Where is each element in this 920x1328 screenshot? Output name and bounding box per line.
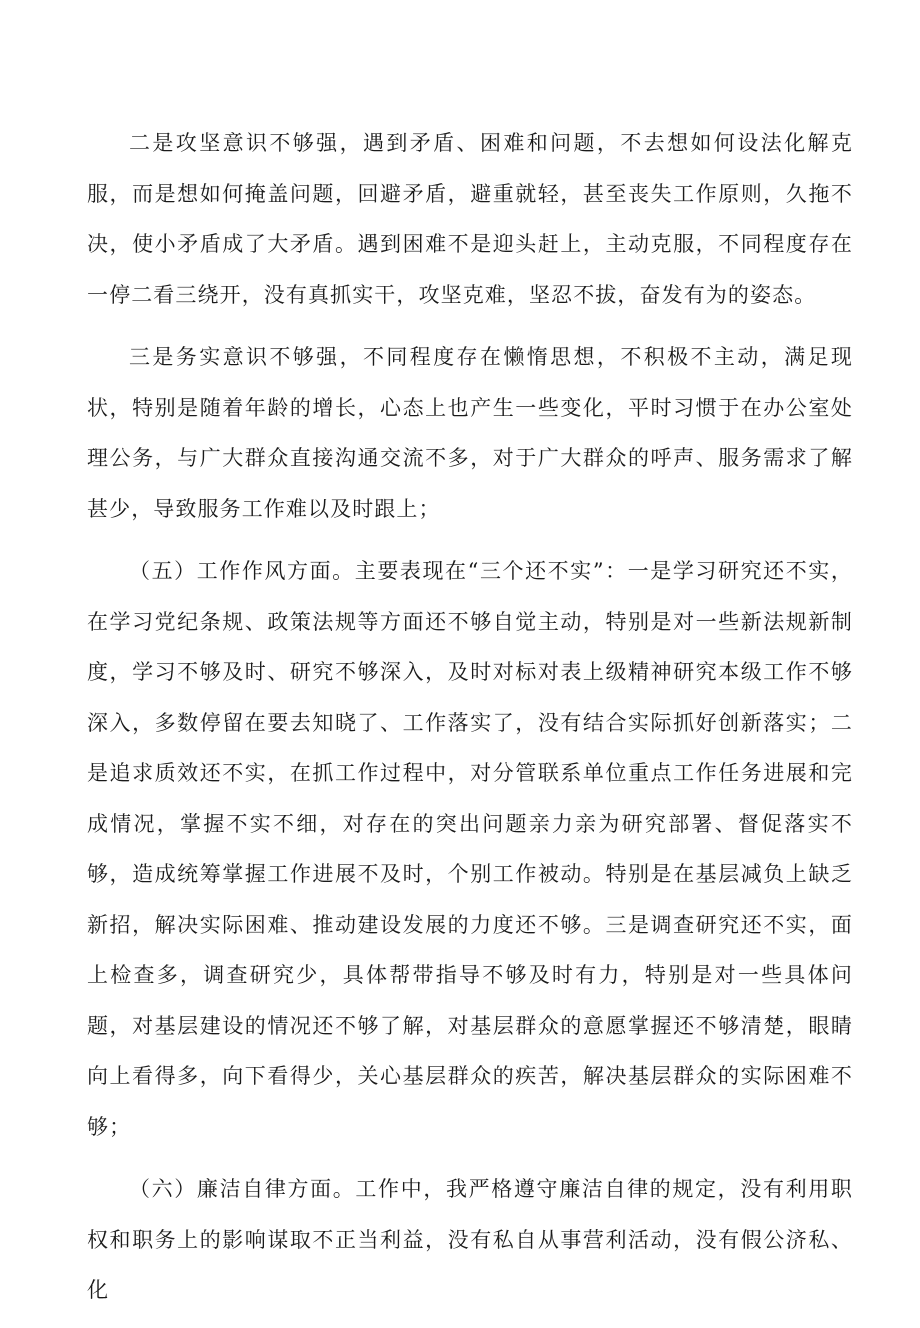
paragraph-attack-awareness: 二是攻坚意识不够强，遇到矛盾、困难和问题，不去想如何设法化解克服，而是想如何掩盖问题，回避矛盾，避重就轻，甚至丧失工作原则，久拖不决，使小矛盾成了大矛盾。遇到困难不是迎头赶上，主动克服，不同程度存在一停二看三绕开，没有真抓实干，攻坚克难，坚忍不拔，奋发有为的姿态。 — [87, 131, 853, 307]
paragraph-practical-awareness: 三是务实意识不够强，不同程度存在懒惰思想，不积极不主动，满足现状，特别是随着年龄的增长，心态上也产生一些变化，平时习惯于在办公室处理公务，与广大群众直接沟通交流不多，对于广大群众的呼声、服务需求了解甚少，导致服务工作难以及时跟上； — [87, 345, 853, 521]
document-body — [87, 118, 853, 1328]
paragraph-integrity: （六）廉洁自律方面。工作中，我严格遵守廉洁自律的规定，没有利用职权和职务上的影响谋取不正当利益，没有私自从事营利活动，没有假公济私、化 — [87, 1177, 853, 1302]
paragraph-work-style: （五）工作作风方面。主要表现在“三个还不实”：一是学习研究还不实，在学习党纪条规、政策法规等方面还不够自觉主动，特别是对一些新法规新制度，学习不够及时、研究不够深入，及时对标对表上级精神研究本级工作不够深入，多数停留在要去知晓了、工作落实了，没有结合实际抓好创新落实；二是追求质效还不实，在抓工作过程中，对分管联系单位重点工作任务进展和完成情况，掌握不实不细，对存在的突出问题亲力亲为研究部署、督促落实不够，造成统筹掌握工作进展不及时，个别工作被动。特别是在基层减负上缺乏新招，解决实际困难、推动建设发展的力度还不够。三是调查研究还不实，面上检查多，调查研究少，具体帮带指导不够及时有力，特别是对一些具体问题，对基层建设的情况还不够了解，对基层群众的意愿掌握还不够清楚，眼睛向上看得多，向下看得少，关心基层群众的疾苦，解决基层群众的实际困难不够； — [87, 559, 853, 1139]
